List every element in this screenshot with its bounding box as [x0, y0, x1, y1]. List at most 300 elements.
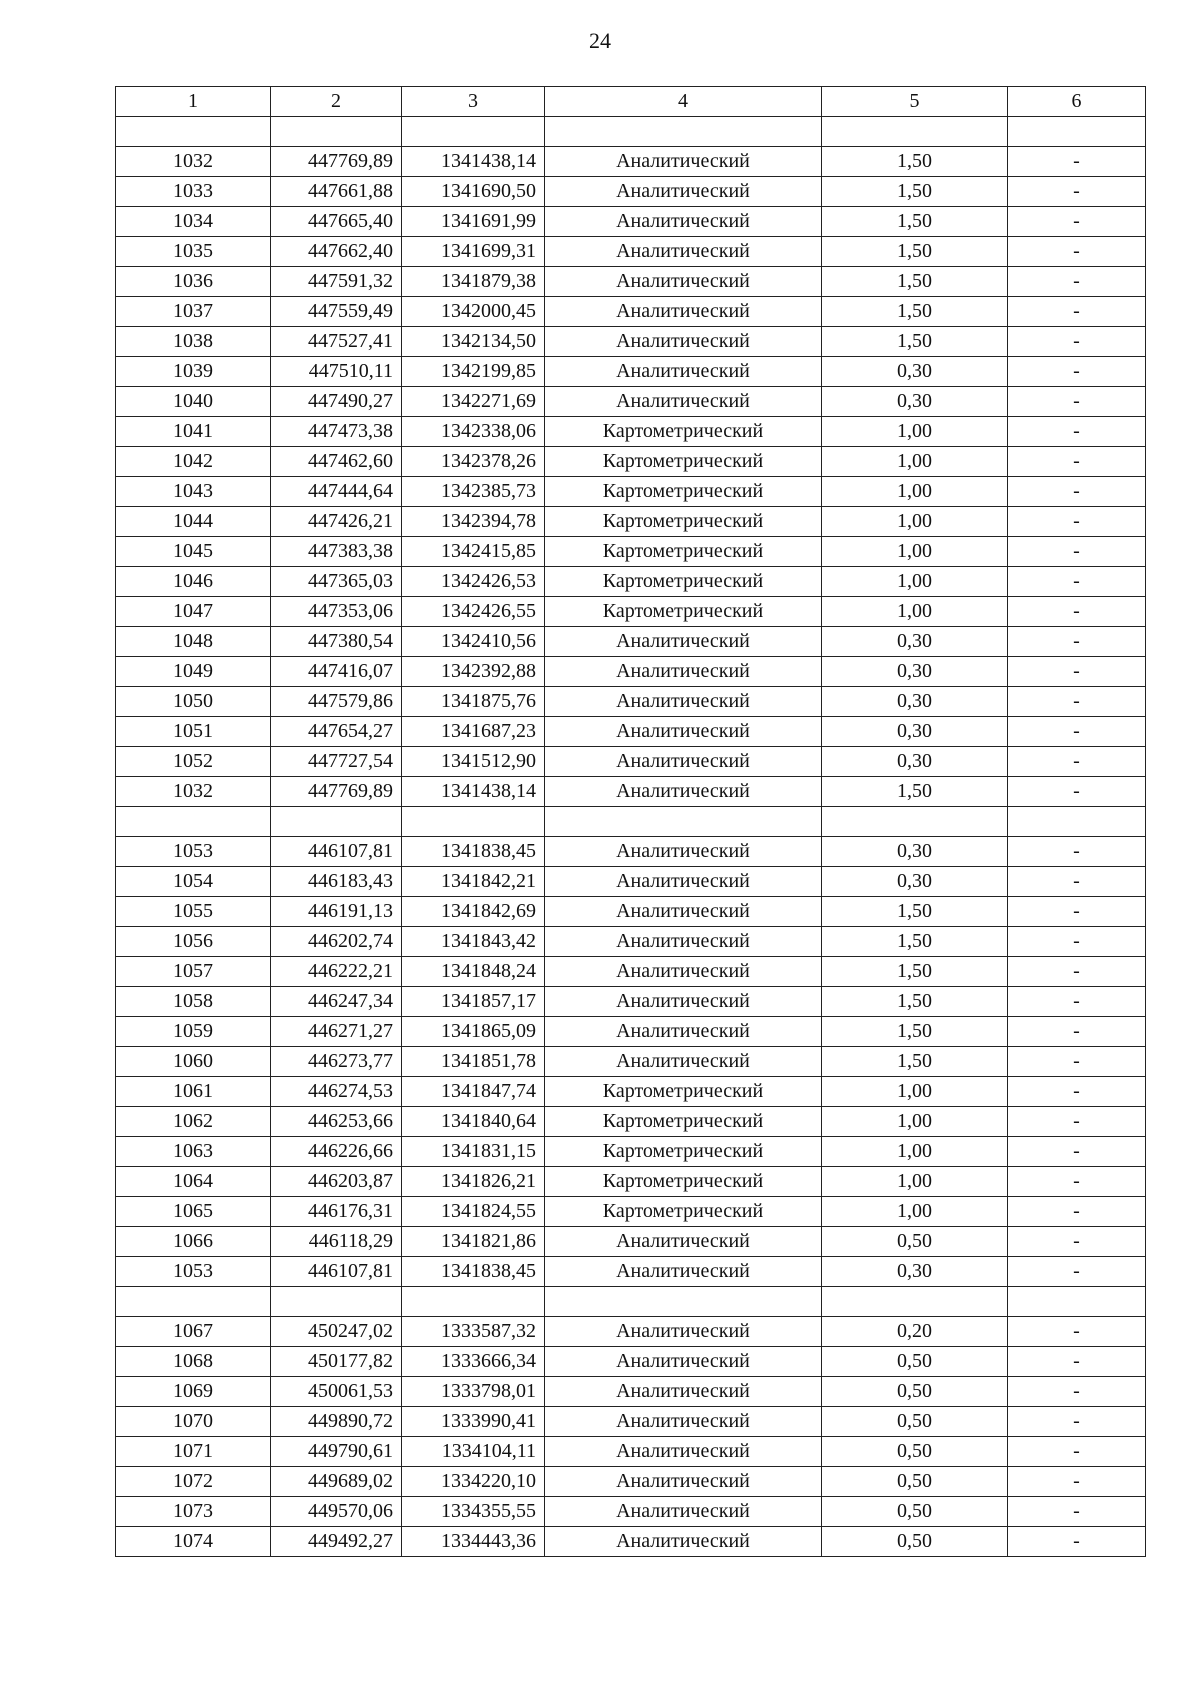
table-cell-col-5: 1,00 [822, 1077, 1008, 1107]
table-cell-col-6: - [1008, 717, 1146, 747]
table-cell-col-5: 1,50 [822, 237, 1008, 267]
table-cell-col-1: 1063 [116, 1137, 271, 1167]
table-row [116, 177, 1146, 207]
table-cell-col-3: 1341842,69 [402, 897, 545, 927]
table-cell-col-1: 1046 [116, 567, 271, 597]
table-cell-col-5: 1,50 [822, 327, 1008, 357]
coordinates-table [115, 86, 1146, 1557]
table-cell-col-2: 447426,21 [271, 507, 402, 537]
table-cell-col-2: 447473,38 [271, 417, 402, 447]
empty-cell [1008, 807, 1146, 837]
table-cell-col-2: 447353,06 [271, 597, 402, 627]
table-cell-col-5: 0,30 [822, 387, 1008, 417]
table-cell-col-4: Аналитический [545, 357, 822, 387]
table-row [116, 567, 1146, 597]
table-row [116, 387, 1146, 417]
table-cell-col-2: 446183,43 [271, 867, 402, 897]
table-cell-col-5: 1,50 [822, 897, 1008, 927]
table-cell-col-6: - [1008, 267, 1146, 297]
table-cell-col-6: - [1008, 1317, 1146, 1347]
table-cell-col-2: 447654,27 [271, 717, 402, 747]
header-cell: 6 [1008, 87, 1146, 117]
table-row [116, 1077, 1146, 1107]
table-cell-col-5: 0,30 [822, 687, 1008, 717]
table-cell-col-4: Аналитический [545, 747, 822, 777]
table-cell-col-4: Аналитический [545, 327, 822, 357]
table-cell-col-3: 1333666,34 [402, 1347, 545, 1377]
page-number: 24 [589, 28, 611, 53]
table-cell-col-4: Аналитический [545, 297, 822, 327]
table-cell-col-2: 450247,02 [271, 1317, 402, 1347]
table-cell-col-5: 0,50 [822, 1437, 1008, 1467]
table-cell-col-3: 1342394,78 [402, 507, 545, 537]
table-cell-col-1: 1053 [116, 837, 271, 867]
table-cell-col-4: Картометрический [545, 537, 822, 567]
table-cell-col-3: 1333587,32 [402, 1317, 545, 1347]
empty-cell [402, 1287, 545, 1317]
table-cell-col-2: 447579,86 [271, 687, 402, 717]
table-row [116, 657, 1146, 687]
table-cell-col-2: 447527,41 [271, 327, 402, 357]
table-cell-col-6: - [1008, 567, 1146, 597]
table-cell-col-1: 1067 [116, 1317, 271, 1347]
table-cell-col-6: - [1008, 1347, 1146, 1377]
table-cell-col-2: 447727,54 [271, 747, 402, 777]
table-cell-col-3: 1342426,53 [402, 567, 545, 597]
table-row [116, 927, 1146, 957]
table-row [116, 1017, 1146, 1047]
table-cell-col-4: Картометрический [545, 447, 822, 477]
table-cell-col-1: 1055 [116, 897, 271, 927]
table-row [116, 447, 1146, 477]
table-cell-col-2: 447662,40 [271, 237, 402, 267]
table-cell-col-4: Аналитический [545, 927, 822, 957]
table-cell-col-2: 449570,06 [271, 1497, 402, 1527]
table-cell-col-3: 1341831,15 [402, 1137, 545, 1167]
table-cell-col-1: 1054 [116, 867, 271, 897]
table-cell-col-1: 1048 [116, 627, 271, 657]
table-cell-col-1: 1050 [116, 687, 271, 717]
table-cell-col-1: 1073 [116, 1497, 271, 1527]
table-cell-col-3: 1341840,64 [402, 1107, 545, 1137]
table-cell-col-1: 1074 [116, 1527, 271, 1557]
table-cell-col-6: - [1008, 387, 1146, 417]
table-cell-col-4: Картометрический [545, 567, 822, 597]
table-cell-col-1: 1070 [116, 1407, 271, 1437]
table-cell-col-6: - [1008, 1137, 1146, 1167]
table-cell-col-2: 446107,81 [271, 1257, 402, 1287]
table-cell-col-5: 1,50 [822, 777, 1008, 807]
table-cell-col-1: 1059 [116, 1017, 271, 1047]
empty-cell [822, 1287, 1008, 1317]
table-row [116, 1047, 1146, 1077]
table-cell-col-3: 1341857,17 [402, 987, 545, 1017]
table-row [116, 1197, 1146, 1227]
table-cell-col-5: 0,30 [822, 1257, 1008, 1287]
table-cell-col-5: 0,30 [822, 357, 1008, 387]
table-row [116, 897, 1146, 927]
table-cell-col-6: - [1008, 867, 1146, 897]
empty-cell [1008, 117, 1146, 147]
table-cell-col-1: 1032 [116, 777, 271, 807]
table-cell-col-6: - [1008, 1467, 1146, 1497]
table-cell-col-5: 1,00 [822, 537, 1008, 567]
header-cell: 4 [545, 87, 822, 117]
empty-cell [822, 117, 1008, 147]
table-cell-col-5: 1,00 [822, 507, 1008, 537]
table-cell-col-3: 1342392,88 [402, 657, 545, 687]
table-cell-col-3: 1341879,38 [402, 267, 545, 297]
table-cell-col-2: 446226,66 [271, 1137, 402, 1167]
table-cell-col-3: 1341687,23 [402, 717, 545, 747]
table-cell-col-6: - [1008, 537, 1146, 567]
table-cell-col-5: 1,50 [822, 207, 1008, 237]
table-cell-col-4: Аналитический [545, 387, 822, 417]
table-row [116, 687, 1146, 717]
table-cell-col-3: 1342271,69 [402, 387, 545, 417]
table-cell-col-1: 1052 [116, 747, 271, 777]
table-cell-col-6: - [1008, 1377, 1146, 1407]
table-cell-col-1: 1047 [116, 597, 271, 627]
table-row [116, 417, 1146, 447]
table-cell-col-6: - [1008, 207, 1146, 237]
table-cell-col-4: Картометрический [545, 507, 822, 537]
table-row [116, 717, 1146, 747]
table-cell-col-6: - [1008, 327, 1146, 357]
table-row [116, 1107, 1146, 1137]
empty-cell [271, 807, 402, 837]
table-row [116, 1497, 1146, 1527]
table-cell-col-6: - [1008, 477, 1146, 507]
table-cell-col-5: 0,50 [822, 1497, 1008, 1527]
table-cell-col-1: 1072 [116, 1467, 271, 1497]
table-cell-col-4: Аналитический [545, 1527, 822, 1557]
table-row [116, 1407, 1146, 1437]
table-cell-col-6: - [1008, 297, 1146, 327]
table-cell-col-2: 447444,64 [271, 477, 402, 507]
table-cell-col-3: 1342134,50 [402, 327, 545, 357]
table-cell-col-6: - [1008, 837, 1146, 867]
table-cell-col-1: 1060 [116, 1047, 271, 1077]
table-cell-col-2: 446191,13 [271, 897, 402, 927]
empty-cell [271, 1287, 402, 1317]
table-cell-col-1: 1040 [116, 387, 271, 417]
table-cell-col-1: 1057 [116, 957, 271, 987]
table-cell-col-5: 1,50 [822, 267, 1008, 297]
table-cell-col-1: 1064 [116, 1167, 271, 1197]
table-row [116, 1527, 1146, 1557]
table-row [116, 1257, 1146, 1287]
table-cell-col-1: 1058 [116, 987, 271, 1017]
table-cell-col-5: 0,30 [822, 627, 1008, 657]
table-cell-col-6: - [1008, 177, 1146, 207]
table-cell-col-2: 446203,87 [271, 1167, 402, 1197]
table-row [116, 957, 1146, 987]
table-cell-col-2: 446107,81 [271, 837, 402, 867]
table-body [116, 87, 1146, 1557]
table-cell-col-6: - [1008, 507, 1146, 537]
table-cell-col-2: 446176,31 [271, 1197, 402, 1227]
header-cell: 2 [271, 87, 402, 117]
empty-cell [116, 1287, 271, 1317]
table-cell-col-3: 1341842,21 [402, 867, 545, 897]
table-cell-col-2: 447383,38 [271, 537, 402, 567]
table-cell-col-5: 0,50 [822, 1407, 1008, 1437]
table-cell-col-6: - [1008, 1497, 1146, 1527]
table-cell-col-4: Аналитический [545, 657, 822, 687]
table-cell-col-1: 1065 [116, 1197, 271, 1227]
table-cell-col-5: 1,00 [822, 417, 1008, 447]
table-cell-col-4: Аналитический [545, 1257, 822, 1287]
table-cell-col-6: - [1008, 957, 1146, 987]
table-cell-col-3: 1342338,06 [402, 417, 545, 447]
table-cell-col-4: Картометрический [545, 1167, 822, 1197]
table-cell-col-6: - [1008, 1437, 1146, 1467]
table-cell-col-2: 447559,49 [271, 297, 402, 327]
table-cell-col-5: 1,50 [822, 927, 1008, 957]
table-cell-col-5: 0,30 [822, 837, 1008, 867]
header-cell: 3 [402, 87, 545, 117]
table-cell-col-2: 449689,02 [271, 1467, 402, 1497]
table-cell-col-1: 1069 [116, 1377, 271, 1407]
table-cell-col-3: 1342378,26 [402, 447, 545, 477]
table-cell-col-2: 447416,07 [271, 657, 402, 687]
table-cell-col-6: - [1008, 1047, 1146, 1077]
table-cell-col-3: 1341824,55 [402, 1197, 545, 1227]
table-cell-col-3: 1333798,01 [402, 1377, 545, 1407]
table-cell-col-5: 1,50 [822, 297, 1008, 327]
table-cell-col-2: 447510,11 [271, 357, 402, 387]
table-cell-col-2: 447665,40 [271, 207, 402, 237]
table-row [116, 1317, 1146, 1347]
table-cell-col-6: - [1008, 1017, 1146, 1047]
table-cell-col-4: Аналитический [545, 1497, 822, 1527]
table-cell-col-3: 1341875,76 [402, 687, 545, 717]
table-cell-col-2: 449790,61 [271, 1437, 402, 1467]
table-row [116, 1347, 1146, 1377]
table-cell-col-4: Аналитический [545, 867, 822, 897]
table-cell-col-5: 1,00 [822, 1137, 1008, 1167]
table-cell-col-4: Картометрический [545, 1077, 822, 1107]
empty-cell [1008, 1287, 1146, 1317]
table-row [116, 837, 1146, 867]
table-cell-col-5: 0,30 [822, 717, 1008, 747]
table-row [116, 267, 1146, 297]
table-cell-col-4: Аналитический [545, 1017, 822, 1047]
table-cell-col-1: 1041 [116, 417, 271, 447]
table-cell-col-4: Аналитический [545, 1467, 822, 1497]
table-cell-col-4: Картометрический [545, 1107, 822, 1137]
table-cell-col-6: - [1008, 987, 1146, 1017]
table-cell-col-5: 1,00 [822, 477, 1008, 507]
table-row [116, 1467, 1146, 1497]
table-cell-col-4: Картометрический [545, 597, 822, 627]
table-cell-col-5: 0,20 [822, 1317, 1008, 1347]
table-cell-col-3: 1341821,86 [402, 1227, 545, 1257]
empty-cell [545, 1287, 822, 1317]
table-cell-col-2: 446253,66 [271, 1107, 402, 1137]
table-cell-col-5: 1,50 [822, 147, 1008, 177]
table-cell-col-3: 1341838,45 [402, 1257, 545, 1287]
table-cell-col-5: 1,00 [822, 1197, 1008, 1227]
table-cell-col-6: - [1008, 777, 1146, 807]
table-cell-col-6: - [1008, 147, 1146, 177]
table-cell-col-2: 446247,34 [271, 987, 402, 1017]
table-cell-col-1: 1053 [116, 1257, 271, 1287]
table-cell-col-3: 1333990,41 [402, 1407, 545, 1437]
group-separator-row [116, 1287, 1146, 1317]
table-cell-col-5: 0,50 [822, 1377, 1008, 1407]
table-cell-col-5: 1,50 [822, 987, 1008, 1017]
table-cell-col-6: - [1008, 1407, 1146, 1437]
table-cell-col-5: 0,30 [822, 867, 1008, 897]
table-cell-col-2: 446273,77 [271, 1047, 402, 1077]
table-cell-col-4: Аналитический [545, 987, 822, 1017]
table-cell-col-5: 1,50 [822, 177, 1008, 207]
table-cell-col-3: 1341851,78 [402, 1047, 545, 1077]
table-cell-col-6: - [1008, 657, 1146, 687]
table-cell-col-3: 1341826,21 [402, 1167, 545, 1197]
table-cell-col-6: - [1008, 1107, 1146, 1137]
table-row [116, 507, 1146, 537]
table-cell-col-1: 1044 [116, 507, 271, 537]
table-cell-col-4: Аналитический [545, 1227, 822, 1257]
table-cell-col-2: 447365,03 [271, 567, 402, 597]
table-cell-col-4: Картометрический [545, 417, 822, 447]
table-row [116, 627, 1146, 657]
table-row [116, 777, 1146, 807]
table-cell-col-4: Аналитический [545, 1347, 822, 1377]
table-cell-col-2: 446222,21 [271, 957, 402, 987]
table-cell-col-5: 1,50 [822, 957, 1008, 987]
table-cell-col-4: Аналитический [545, 687, 822, 717]
table-cell-col-4: Картометрический [545, 477, 822, 507]
table-cell-col-3: 1341699,31 [402, 237, 545, 267]
table-cell-col-3: 1334443,36 [402, 1527, 545, 1557]
table-cell-col-4: Аналитический [545, 177, 822, 207]
table-cell-col-2: 447591,32 [271, 267, 402, 297]
table-cell-col-4: Аналитический [545, 627, 822, 657]
group-separator-row [116, 117, 1146, 147]
table-row [116, 1167, 1146, 1197]
group-separator-row [116, 807, 1146, 837]
table-cell-col-6: - [1008, 237, 1146, 267]
table-cell-col-1: 1039 [116, 357, 271, 387]
empty-cell [822, 807, 1008, 837]
table-cell-col-4: Аналитический [545, 207, 822, 237]
table-cell-col-3: 1341512,90 [402, 747, 545, 777]
table-cell-col-5: 1,00 [822, 597, 1008, 627]
header-cell: 1 [116, 87, 271, 117]
table-cell-col-1: 1071 [116, 1437, 271, 1467]
table-cell-col-5: 1,00 [822, 1107, 1008, 1137]
table-cell-col-6: - [1008, 597, 1146, 627]
table-cell-col-4: Аналитический [545, 1377, 822, 1407]
table-cell-col-2: 447462,60 [271, 447, 402, 477]
table-cell-col-4: Аналитический [545, 957, 822, 987]
table-cell-col-2: 447490,27 [271, 387, 402, 417]
table-cell-col-5: 1,50 [822, 1017, 1008, 1047]
table-cell-col-4: Аналитический [545, 237, 822, 267]
table-cell-col-5: 0,30 [822, 657, 1008, 687]
table-cell-col-1: 1068 [116, 1347, 271, 1377]
table-cell-col-4: Аналитический [545, 1047, 822, 1077]
table-cell-col-2: 449890,72 [271, 1407, 402, 1437]
empty-cell [116, 807, 271, 837]
table-cell-col-1: 1038 [116, 327, 271, 357]
table-cell-col-3: 1342426,55 [402, 597, 545, 627]
table-cell-col-4: Картометрический [545, 1137, 822, 1167]
table-cell-col-4: Аналитический [545, 1317, 822, 1347]
table-cell-col-2: 450177,82 [271, 1347, 402, 1377]
table-cell-col-5: 1,00 [822, 567, 1008, 597]
table-cell-col-3: 1334220,10 [402, 1467, 545, 1497]
table-cell-col-4: Аналитический [545, 147, 822, 177]
table-row [116, 1137, 1146, 1167]
table-cell-col-6: - [1008, 447, 1146, 477]
empty-cell [545, 807, 822, 837]
table-row [116, 1437, 1146, 1467]
table-cell-col-2: 447380,54 [271, 627, 402, 657]
table-cell-col-6: - [1008, 1197, 1146, 1227]
table-cell-col-1: 1045 [116, 537, 271, 567]
table-cell-col-1: 1056 [116, 927, 271, 957]
table-cell-col-1: 1066 [116, 1227, 271, 1257]
table-row [116, 1227, 1146, 1257]
table-cell-col-3: 1341847,74 [402, 1077, 545, 1107]
table-cell-col-3: 1342199,85 [402, 357, 545, 387]
table-row [116, 477, 1146, 507]
table-row [116, 207, 1146, 237]
table-cell-col-3: 1341848,24 [402, 957, 545, 987]
table-header-row [116, 87, 1146, 117]
header-cell: 5 [822, 87, 1008, 117]
table-cell-col-2: 449492,27 [271, 1527, 402, 1557]
table-cell-col-5: 0,30 [822, 747, 1008, 777]
table-cell-col-1: 1033 [116, 177, 271, 207]
table-row [116, 987, 1146, 1017]
table-row [116, 147, 1146, 177]
table-cell-col-5: 0,50 [822, 1347, 1008, 1377]
table-row [116, 357, 1146, 387]
table-cell-col-4: Аналитический [545, 267, 822, 297]
table-cell-col-2: 447661,88 [271, 177, 402, 207]
table-row [116, 237, 1146, 267]
table-cell-col-1: 1049 [116, 657, 271, 687]
table-cell-col-2: 447769,89 [271, 147, 402, 177]
table-cell-col-3: 1342000,45 [402, 297, 545, 327]
table-cell-col-1: 1036 [116, 267, 271, 297]
table-cell-col-3: 1342385,73 [402, 477, 545, 507]
table-cell-col-2: 446202,74 [271, 927, 402, 957]
table-cell-col-1: 1035 [116, 237, 271, 267]
table-cell-col-1: 1034 [116, 207, 271, 237]
table-cell-col-4: Аналитический [545, 717, 822, 747]
table-row [116, 747, 1146, 777]
table-cell-col-3: 1342415,85 [402, 537, 545, 567]
table-row [116, 297, 1146, 327]
table-row [116, 597, 1146, 627]
table-cell-col-2: 446118,29 [271, 1227, 402, 1257]
table-cell-col-5: 1,00 [822, 447, 1008, 477]
table-cell-col-2: 446271,27 [271, 1017, 402, 1047]
table-cell-col-1: 1037 [116, 297, 271, 327]
table-cell-col-4: Аналитический [545, 1437, 822, 1467]
table-cell-col-6: - [1008, 687, 1146, 717]
table-cell-col-6: - [1008, 1167, 1146, 1197]
table-cell-col-1: 1061 [116, 1077, 271, 1107]
table-cell-col-2: 447769,89 [271, 777, 402, 807]
